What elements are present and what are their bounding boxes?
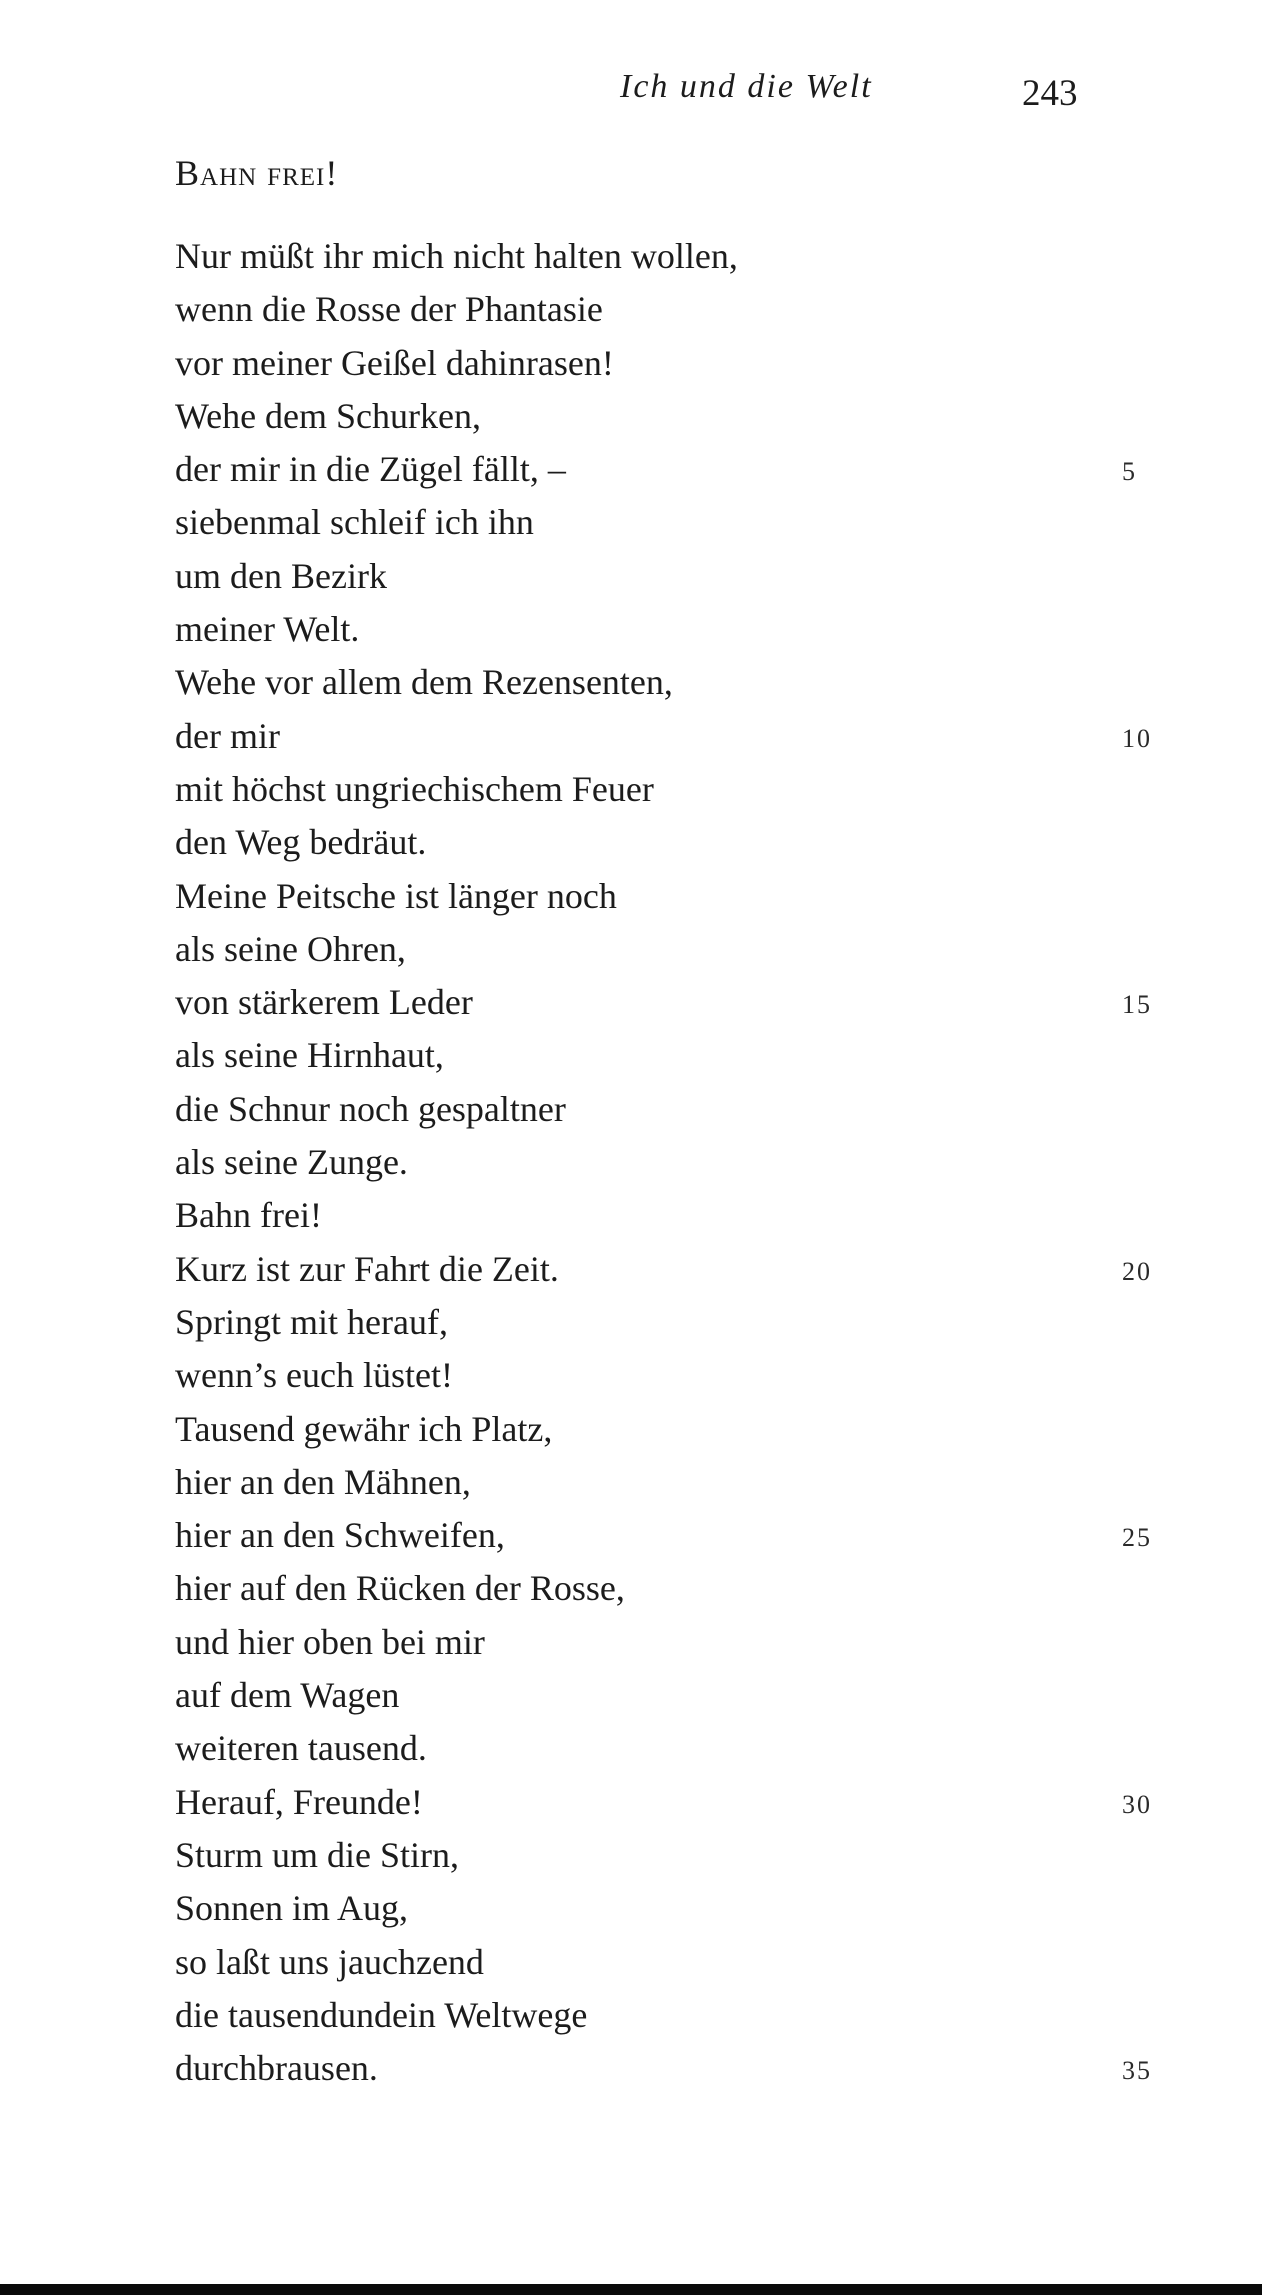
poem-line-text: von stärkerem Leder — [175, 982, 473, 1023]
poem-line — [175, 1722, 1175, 1775]
poem-line — [175, 816, 1175, 869]
poem-line-text: siebenmal schleif ich ihn — [175, 502, 534, 543]
poem-line — [175, 2042, 1175, 2095]
poem-line — [175, 1136, 1175, 1189]
poem-line — [175, 390, 1175, 443]
running-title: Ich und die Welt — [620, 68, 873, 105]
poem-line — [175, 550, 1175, 603]
poem-line — [175, 1989, 1175, 2042]
poem-line-text: Sonnen im Aug, — [175, 1888, 409, 1929]
poem-line-text: die Schnur noch gespaltner — [175, 1088, 566, 1129]
poem-line-text: der mir in die Zügel fällt, – — [175, 449, 566, 490]
poem-line-text: auf dem Wagen — [175, 1675, 400, 1716]
poem-line-text: und hier oben bei mir — [175, 1621, 485, 1662]
poem-line-text: mit höchst ungriechischem Feuer — [175, 768, 654, 809]
line-number: 25 — [1122, 1523, 1152, 1553]
poem-line-text: Kurz ist zur Fahrt die Zeit. — [175, 1248, 559, 1289]
poem-line — [175, 870, 1175, 923]
poem-line — [175, 283, 1175, 336]
poem-line — [175, 1936, 1175, 1989]
poem-line — [175, 656, 1175, 709]
poem-line-text: hier an den Schweifen, — [175, 1515, 505, 1556]
poem-body — [175, 230, 1175, 2095]
poem-line — [175, 1829, 1175, 1882]
poem-line-text: weiteren tausend. — [175, 1728, 427, 1769]
poem-line — [175, 1189, 1175, 1242]
line-number: 10 — [1122, 723, 1152, 753]
poem-line-text: Nur müßt ihr mich nicht halten wollen, — [175, 236, 738, 276]
poem-line-text: wenn die Rosse der Phantasie — [175, 289, 603, 330]
poem-line-text: Herauf, Freunde! — [175, 1781, 423, 1822]
poem-line-text: Wehe vor allem dem Rezensenten, — [175, 662, 673, 703]
poem-line-text: hier an den Mähnen, — [175, 1461, 471, 1502]
poem-line-text: die tausendundein Weltwege — [175, 1994, 588, 2035]
poem-line — [175, 1669, 1175, 1722]
poem-line — [175, 1083, 1175, 1136]
poem-title: Bahn frei! — [175, 153, 339, 193]
poem-line — [175, 1562, 1175, 1615]
poem-line — [175, 1029, 1175, 1082]
line-number: 35 — [1122, 2056, 1152, 2086]
poem-line-text: Springt mit herauf, — [175, 1301, 448, 1342]
poem-line — [175, 443, 1175, 496]
poem-line — [175, 923, 1175, 976]
poem-line-text: durchbrausen. — [175, 2048, 378, 2089]
poem-line-text: Meine Peitsche ist länger noch — [175, 875, 617, 916]
line-number: 20 — [1122, 1256, 1152, 1286]
poem-line — [175, 1509, 1175, 1562]
poem-line — [175, 710, 1175, 763]
line-number: 30 — [1122, 1789, 1152, 1819]
line-number: 15 — [1122, 990, 1152, 1020]
poem-line — [175, 1243, 1175, 1296]
poem-line-text: vor meiner Geißel dahinrasen! — [175, 342, 614, 383]
page-number: 243 — [1022, 73, 1078, 114]
poem-line — [175, 1349, 1175, 1402]
poem-line — [175, 603, 1175, 656]
poem-line — [175, 976, 1175, 1029]
poem-line-text: Wehe dem Schurken, — [175, 395, 481, 436]
poem-line-text: der mir — [175, 715, 280, 756]
poem-line-text: Bahn frei! — [175, 1195, 322, 1236]
running-head — [0, 68, 1262, 118]
poem-line — [175, 1882, 1175, 1935]
poem-line — [175, 230, 1175, 283]
poem-line — [175, 1776, 1175, 1829]
poem-line-text: als seine Hirnhaut, — [175, 1035, 444, 1076]
poem-line — [175, 1403, 1175, 1456]
poem-line-text: hier auf den Rücken der Rosse, — [175, 1568, 625, 1609]
poem-line-text: um den Bezirk — [175, 555, 387, 596]
poem-line-text: so laßt uns jauchzend — [175, 1941, 484, 1982]
poem-line-text: meiner Welt. — [175, 609, 360, 650]
poem-line-text: den Weg bedräut. — [175, 822, 427, 863]
poem-line-text: Sturm um die Stirn, — [175, 1834, 460, 1875]
bottom-edge — [0, 2284, 1262, 2295]
poem-line — [175, 1616, 1175, 1669]
poem-line — [175, 763, 1175, 816]
poem-line — [175, 337, 1175, 390]
poem-line-text: als seine Ohren, — [175, 928, 406, 969]
poem-line-text: wenn’s euch lüstet! — [175, 1355, 453, 1396]
poem-line-text: Tausend gewähr ich Platz, — [175, 1408, 553, 1449]
poem-line — [175, 1456, 1175, 1509]
poem-line — [175, 1296, 1175, 1349]
poem-line — [175, 496, 1175, 549]
poem-line-text: als seine Zunge. — [175, 1142, 408, 1183]
line-number: 5 — [1122, 457, 1137, 487]
